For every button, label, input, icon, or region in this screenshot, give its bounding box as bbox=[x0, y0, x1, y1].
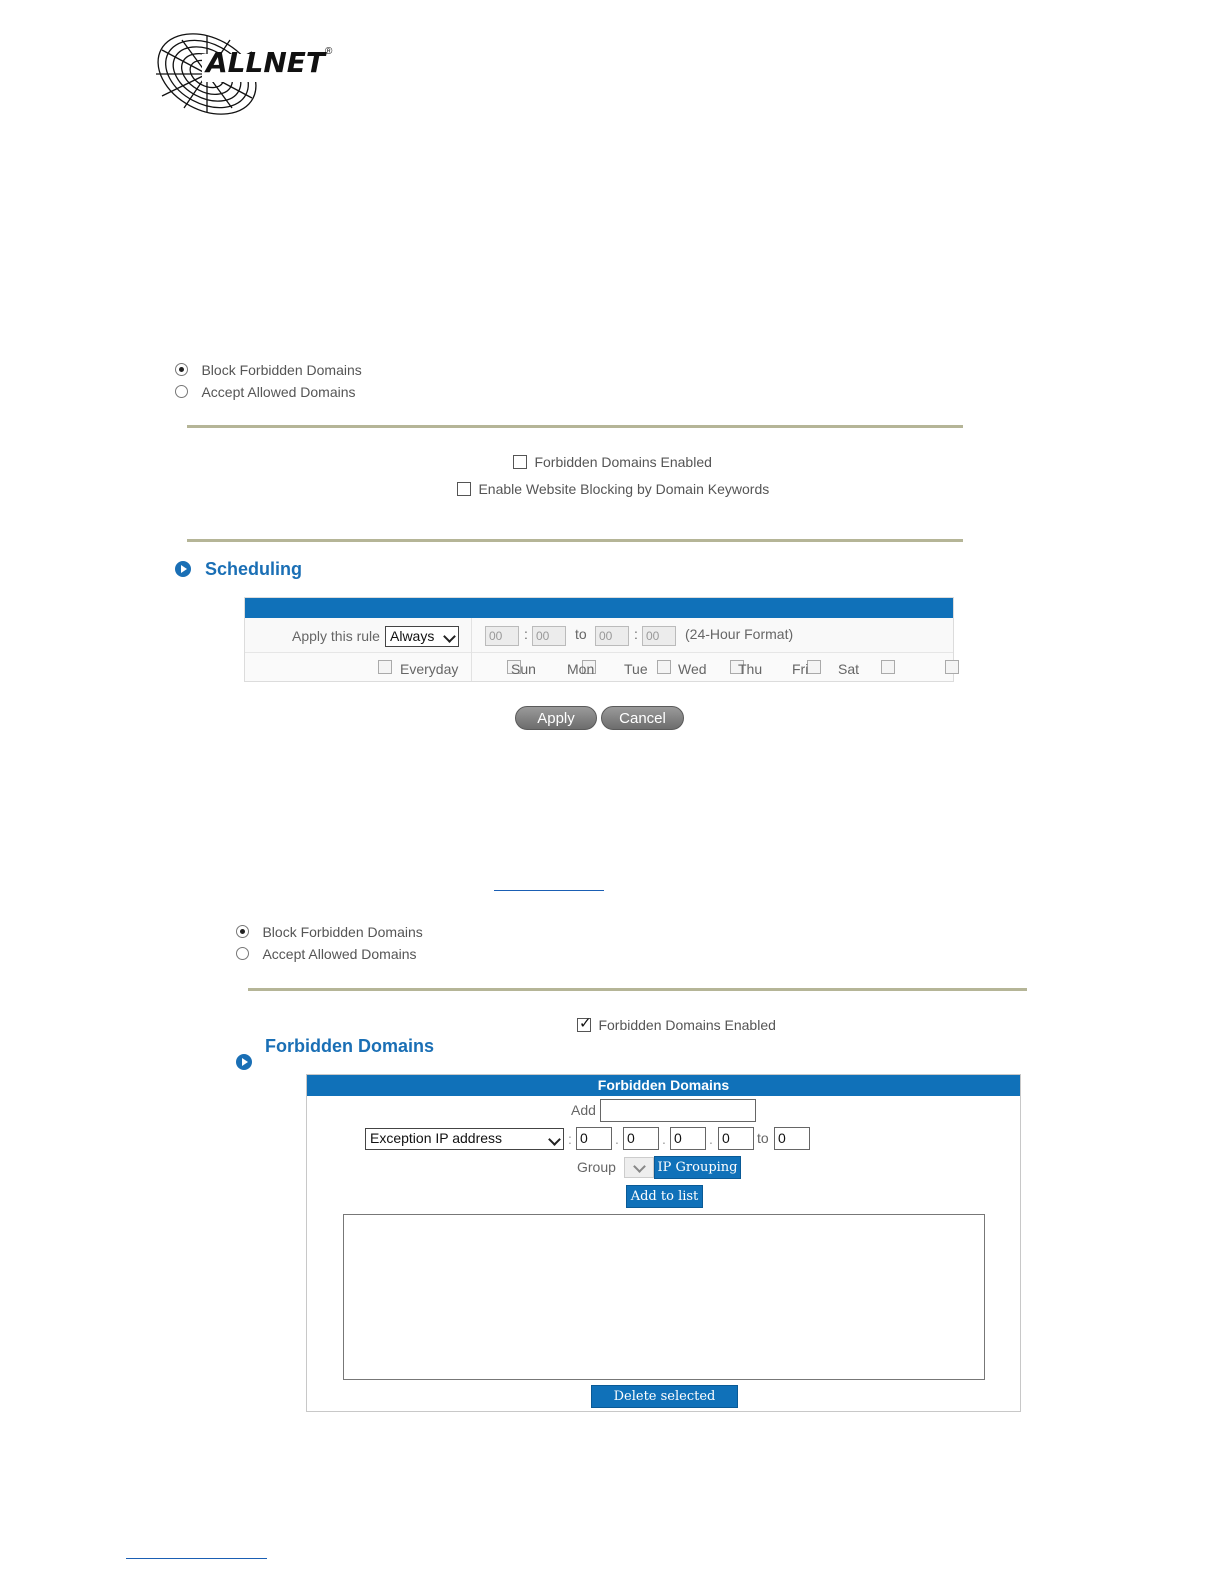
ip-octet-1-input[interactable]: 0 bbox=[576, 1127, 612, 1150]
logo-text: ALLNET bbox=[206, 46, 326, 79]
check-icon: ✓ bbox=[579, 1015, 592, 1032]
radio-button[interactable] bbox=[175, 363, 188, 376]
exception-select[interactable] bbox=[365, 1128, 564, 1150]
registered-mark: ® bbox=[325, 46, 333, 57]
radio-button[interactable] bbox=[175, 385, 188, 398]
divider bbox=[248, 988, 1027, 991]
apply-rule-select[interactable] bbox=[385, 626, 459, 647]
hyperlink-underline[interactable] bbox=[494, 890, 604, 891]
apply-button[interactable]: Apply bbox=[515, 706, 597, 730]
forbidden-domains-enabled-option[interactable] bbox=[513, 454, 712, 472]
scheduling-table bbox=[244, 597, 954, 682]
fri-checkbox[interactable] bbox=[881, 660, 895, 674]
forbidden-domains-panel bbox=[306, 1074, 1021, 1426]
hyperlink-underline[interactable] bbox=[126, 1558, 267, 1559]
divider bbox=[187, 425, 963, 428]
apply-rule-label: Apply this rule bbox=[292, 628, 380, 644]
scheduling-title: Scheduling bbox=[205, 559, 303, 579]
block-forbidden-option[interactable] bbox=[175, 361, 362, 379]
add-to-list-button[interactable]: Add to list bbox=[626, 1185, 703, 1208]
chevron-down-icon bbox=[443, 630, 456, 643]
dot: . bbox=[615, 1131, 619, 1147]
wed-label: Wed bbox=[678, 661, 707, 677]
from-minute-input[interactable]: 00 bbox=[532, 626, 566, 646]
mon-label: Mon bbox=[567, 661, 595, 677]
tue-checkbox[interactable] bbox=[657, 660, 671, 674]
to-minute-input[interactable]: 00 bbox=[642, 626, 676, 646]
forbidden-domains-enabled-checkbox[interactable] bbox=[577, 1015, 592, 1032]
add-domain-input[interactable] bbox=[600, 1099, 756, 1122]
apply-rule-value: Always bbox=[390, 628, 435, 644]
table-header bbox=[245, 598, 953, 618]
group-select[interactable] bbox=[624, 1157, 654, 1178]
forbidden-domains-enabled-checkbox[interactable] bbox=[513, 455, 527, 469]
ip-octet-2-input[interactable]: 0 bbox=[623, 1127, 659, 1150]
arrow-circle-icon bbox=[236, 1054, 252, 1070]
days-row bbox=[245, 653, 953, 681]
accept-allowed-label: Accept Allowed Domains bbox=[262, 945, 417, 962]
panel-title: Forbidden Domains bbox=[307, 1075, 1020, 1096]
block-forbidden-option-2[interactable] bbox=[236, 923, 423, 941]
block-forbidden-label: Block Forbidden Domains bbox=[201, 361, 362, 378]
accept-allowed-option-2[interactable] bbox=[236, 945, 417, 963]
dot: . bbox=[662, 1131, 666, 1147]
accept-allowed-label: Accept Allowed Domains bbox=[201, 383, 356, 400]
forbidden-domains-enabled-label: Forbidden Domains Enabled bbox=[598, 1017, 776, 1033]
block-forbidden-label: Block Forbidden Domains bbox=[262, 923, 423, 940]
column-divider bbox=[471, 618, 472, 681]
keyword-blocking-option[interactable] bbox=[457, 481, 769, 499]
arrow-circle-icon bbox=[175, 561, 191, 577]
time-row bbox=[245, 618, 953, 653]
add-label: Add bbox=[571, 1102, 596, 1118]
ip-octet-3-input[interactable]: 0 bbox=[670, 1127, 706, 1150]
keyword-blocking-label: Enable Website Blocking by Domain Keywords bbox=[478, 481, 770, 497]
sun-label: Sun bbox=[511, 661, 536, 677]
to-label: to bbox=[575, 626, 587, 642]
cancel-button[interactable]: Cancel bbox=[601, 706, 684, 730]
sat-label: Sat bbox=[838, 661, 860, 677]
colon: : bbox=[524, 626, 528, 642]
everyday-checkbox[interactable] bbox=[378, 660, 392, 674]
allnet-logo bbox=[152, 32, 342, 118]
colon: : bbox=[568, 1131, 572, 1147]
to-label: to bbox=[757, 1130, 769, 1146]
keyword-blocking-checkbox[interactable] bbox=[457, 482, 471, 496]
chevron-down-icon bbox=[548, 1133, 561, 1146]
radio-button[interactable] bbox=[236, 925, 249, 938]
ip-to-input[interactable]: 0 bbox=[774, 1127, 810, 1150]
thu-checkbox[interactable] bbox=[807, 660, 821, 674]
to-hour-input[interactable]: 00 bbox=[595, 626, 629, 646]
exception-select-value: Exception IP address bbox=[370, 1130, 503, 1146]
domain-list[interactable] bbox=[343, 1214, 985, 1380]
chevron-down-icon bbox=[633, 1160, 646, 1173]
delete-selected-domain-button[interactable]: Delete selected domain bbox=[591, 1385, 738, 1408]
format-note: (24-Hour Format) bbox=[685, 626, 794, 642]
from-hour-input[interactable]: 00 bbox=[485, 626, 519, 646]
tue-label: Tue bbox=[624, 661, 648, 677]
ip-octet-4-input[interactable]: 0 bbox=[718, 1127, 754, 1150]
everyday-label: Everyday bbox=[400, 661, 459, 677]
accept-allowed-option[interactable] bbox=[175, 383, 356, 401]
thu-label: Thu bbox=[738, 661, 763, 677]
dot: . bbox=[709, 1131, 713, 1147]
forbidden-domains-title: Forbidden Domains bbox=[265, 1036, 435, 1056]
forbidden-domains-enabled-label: Forbidden Domains Enabled bbox=[534, 454, 712, 470]
colon: : bbox=[634, 626, 638, 642]
sat-checkbox[interactable] bbox=[945, 660, 959, 674]
group-label: Group bbox=[577, 1159, 616, 1175]
radio-button[interactable] bbox=[236, 947, 249, 960]
divider bbox=[187, 539, 963, 542]
ip-grouping-button[interactable]: IP Grouping bbox=[654, 1156, 741, 1179]
fri-label: Fri bbox=[792, 661, 809, 677]
forbidden-domains-enabled-option-2[interactable] bbox=[577, 1017, 776, 1035]
